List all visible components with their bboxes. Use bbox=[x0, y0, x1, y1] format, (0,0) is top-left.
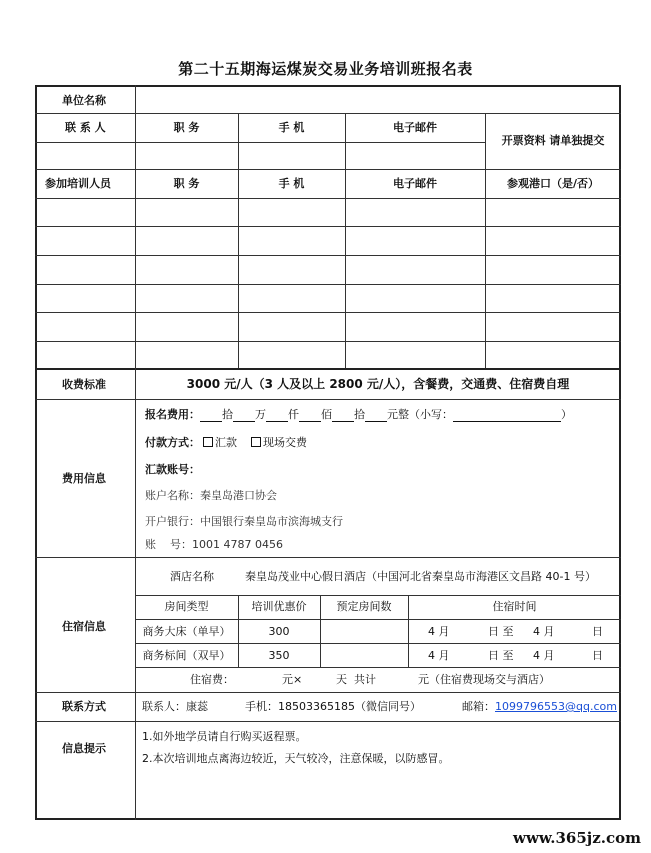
unit-text: 佰 bbox=[321, 408, 332, 421]
label-lodging-info: 住宿信息 bbox=[62, 620, 106, 633]
amount-blank[interactable] bbox=[233, 410, 255, 422]
registration-fee-line bbox=[145, 408, 572, 422]
invoice-note: 开票资料 请单独提交 bbox=[501, 134, 605, 147]
label-participant-phone: 手 机 bbox=[278, 177, 305, 190]
email-label: 邮箱： bbox=[462, 700, 495, 713]
account-label: 汇款账号： bbox=[145, 463, 200, 476]
amount-blank[interactable] bbox=[266, 410, 288, 422]
label-participant-position: 职 务 bbox=[173, 177, 200, 190]
amount-blank[interactable] bbox=[200, 410, 222, 422]
label-unit-name: 单位名称 bbox=[62, 94, 106, 107]
lodging-fee-unit: 元× bbox=[282, 673, 303, 686]
amount-blank[interactable] bbox=[365, 410, 387, 422]
hotel-label: 酒店名称 bbox=[170, 570, 214, 583]
unit-text: 拾 bbox=[354, 408, 365, 421]
remit-checkbox[interactable] bbox=[203, 437, 213, 447]
contact-phone: 手机：18503365185（微信同号） bbox=[245, 700, 421, 713]
stay-start-day: 日 至 bbox=[488, 625, 514, 638]
form-title: 第二十五期海运煤炭交易业务培训班报名表 bbox=[178, 60, 473, 78]
label-participants: 参加培训人员 bbox=[45, 177, 111, 190]
stay-start-month: 4 月 bbox=[428, 649, 450, 662]
amount-blank[interactable] bbox=[332, 410, 354, 422]
amount-lowercase-blank[interactable] bbox=[453, 410, 561, 422]
stay-end-day: 日 bbox=[592, 649, 603, 662]
onsite-option: 现场交费 bbox=[263, 436, 307, 449]
lodging-fee-note: 元（住宿费现场交与酒店） bbox=[418, 673, 550, 686]
remit-option: 汇款 bbox=[215, 436, 237, 449]
label-contact: 联 系 人 bbox=[65, 121, 106, 134]
label-visit-port: 参观港口（是/否） bbox=[506, 177, 600, 190]
unit-text: 万 bbox=[255, 408, 266, 421]
unit-text: 拾 bbox=[222, 408, 233, 421]
payment-method-line bbox=[145, 436, 307, 450]
header-room-type: 房间类型 bbox=[164, 600, 209, 613]
label-position: 职 务 bbox=[173, 121, 200, 134]
email-link[interactable]: 1099796553@qq.com bbox=[495, 700, 617, 713]
label-fee-standard: 收费标准 bbox=[62, 378, 106, 391]
header-rooms: 预定房间数 bbox=[336, 600, 392, 613]
bank-name: 开户银行：中国银行秦皇岛市滨海城支行 bbox=[145, 515, 343, 528]
header-stay-time: 住宿时间 bbox=[492, 600, 537, 613]
label-info-tips: 信息提示 bbox=[62, 742, 106, 755]
label-email: 电子邮件 bbox=[393, 121, 437, 134]
header-price: 培训优惠价 bbox=[251, 600, 307, 613]
stay-end-day: 日 bbox=[592, 625, 603, 638]
account-name: 账户名称：秦皇岛港口协会 bbox=[145, 489, 277, 502]
lodging-days-total: 天 共计 bbox=[336, 673, 376, 686]
stay-start-day: 日 至 bbox=[488, 649, 514, 662]
room-type-cell: 商务标间（双早） bbox=[142, 649, 231, 662]
room-count-field[interactable] bbox=[322, 646, 406, 664]
onsite-checkbox[interactable] bbox=[251, 437, 261, 447]
room-count-field[interactable] bbox=[322, 622, 406, 640]
unit-name-field[interactable] bbox=[140, 92, 610, 110]
room-price-cell: 350 bbox=[268, 649, 290, 662]
hotel-value: 秦皇岛茂业中心假日酒店（中国河北省秦皇岛市海港区文昌路 40-1 号） bbox=[245, 570, 596, 583]
pay-method-label: 付款方式： bbox=[145, 436, 200, 449]
close-paren: ） bbox=[561, 408, 572, 421]
tip-item: 2.本次培训地点离海边较近，天气较冷，注意保暖，以防感冒。 bbox=[142, 752, 450, 765]
tip-item: 1.如外地学员请自行购买返程票。 bbox=[142, 730, 307, 743]
label-contact-method: 联系方式 bbox=[62, 700, 106, 713]
stay-end-month: 4 月 bbox=[533, 649, 555, 662]
lodging-fee-label: 住宿费： bbox=[190, 673, 234, 686]
contact-email bbox=[462, 700, 617, 714]
amount-blank[interactable] bbox=[299, 410, 321, 422]
room-price-cell: 300 bbox=[268, 625, 290, 638]
stay-start-month: 4 月 bbox=[428, 625, 450, 638]
stay-end-month: 4 月 bbox=[533, 625, 555, 638]
watermark: www.365jz.com bbox=[513, 829, 641, 847]
unit-text: 仟 bbox=[288, 408, 299, 421]
unit-text: 元整（小写： bbox=[387, 408, 453, 421]
fee-standard-text: 3000 元/人（3 人及以上 2800 元/人），含餐费，交通费、住宿费自理 bbox=[186, 377, 570, 391]
label-phone: 手 机 bbox=[278, 121, 305, 134]
account-number: 账 号：1001 4787 0456 bbox=[145, 538, 283, 551]
label-fee-info: 费用信息 bbox=[62, 472, 106, 485]
room-type-cell: 商务大床（单早） bbox=[142, 625, 231, 638]
reg-fee-label: 报名费用： bbox=[145, 408, 200, 421]
label-participant-email: 电子邮件 bbox=[393, 177, 437, 190]
contact-person: 联系人：康蕊 bbox=[142, 700, 208, 713]
